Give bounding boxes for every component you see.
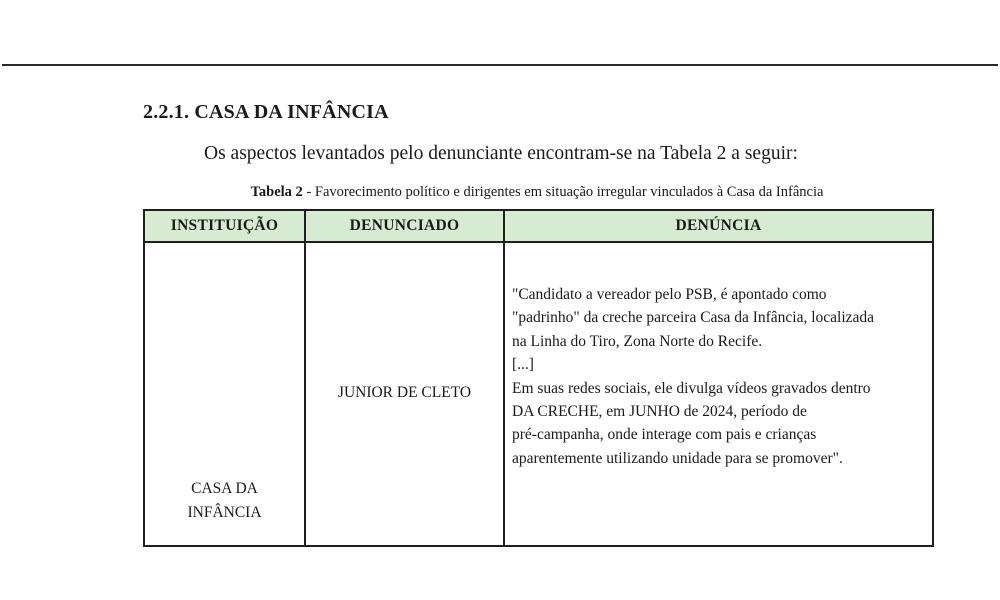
denuncia-line: [...] (512, 356, 534, 374)
cell-instituicao (144, 242, 305, 546)
header-denunciado: DENUNCIADO (305, 210, 504, 242)
complaint-table (143, 209, 934, 547)
denuncia-line: "padrinho" da creche parceira Casa da Infância, localizada (512, 309, 875, 327)
header-instituicao: INSTITUIÇÃO (144, 210, 305, 242)
table-caption (0, 184, 1000, 201)
caption-label: Tabela 2 (250, 184, 303, 200)
intro-paragraph: Os aspectos levantados pelo denunciante encontram-se na Tabela 2 a seguir: (204, 143, 798, 164)
section-heading: 2.2.1. CASA DA INFÂNCIA (143, 101, 389, 123)
cell-denunciado: JUNIOR DE CLETO (305, 242, 504, 546)
denuncia-line: DA CRECHE, em JUNHO de 2024, período de (512, 403, 807, 421)
denuncia-line: na Linha do Tiro, Zona Norte do Recife. (512, 332, 763, 350)
top-divider (2, 64, 998, 66)
denuncia-line: "Candidato a vereador pelo PSB, é apontado como (512, 286, 827, 303)
header-denuncia: DENÚNCIA (504, 210, 933, 242)
instituicao-line: INFÂNCIA (187, 504, 262, 521)
denuncia-line: Em suas redes sociais, ele divulga vídeos gravados dentro (512, 379, 871, 397)
table-header-row (144, 210, 933, 242)
caption-text: - Favorecimento político e dirigentes em situação irregular vinculados à Casa da Infância (302, 184, 824, 200)
cell-denuncia (504, 242, 933, 546)
denuncia-line: aparentemente utilizando unidade para se promover". (512, 449, 843, 467)
denuncia-line: pré-campanha, onde interage com pais e crianças (512, 426, 817, 444)
instituicao-line: CASA DA (191, 480, 258, 497)
table-row (144, 242, 933, 546)
